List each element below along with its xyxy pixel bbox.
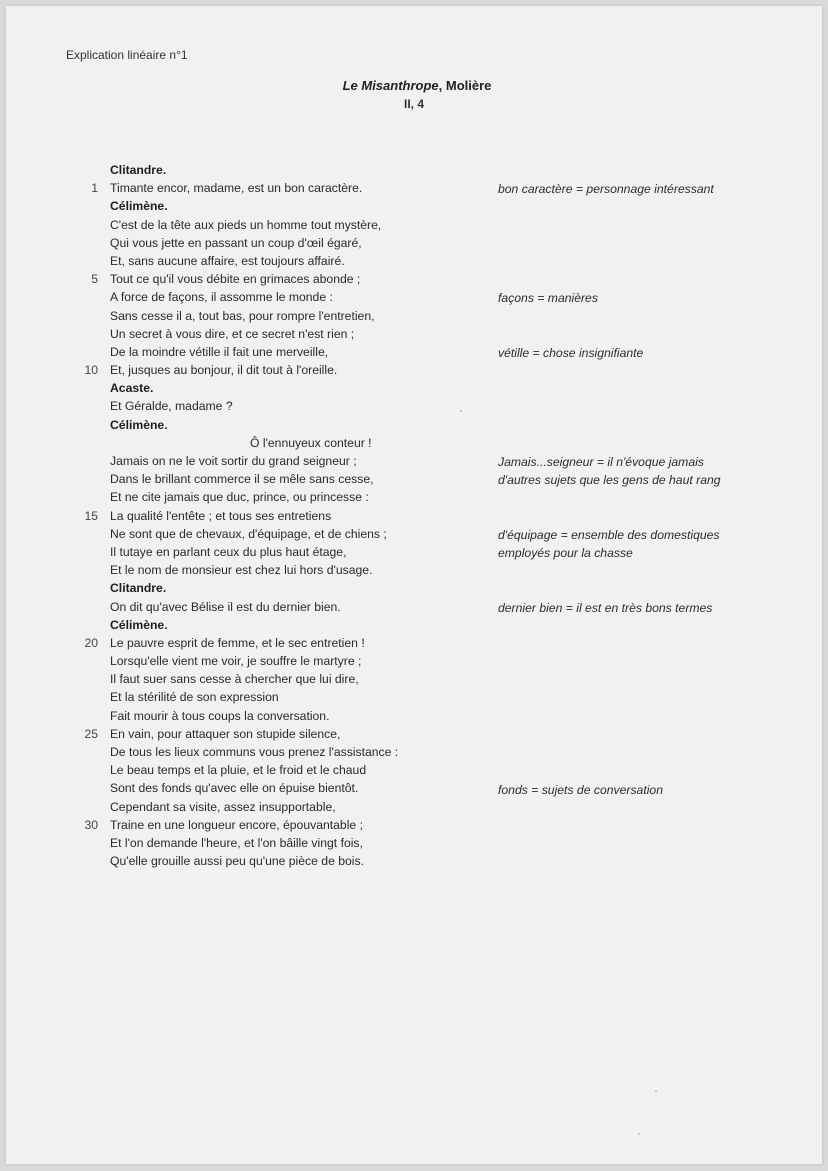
paper-speck [460, 410, 462, 412]
margin-note [498, 180, 758, 198]
scene-reference: II, 4 [403, 97, 424, 111]
verse-line [0, 743, 480, 761]
verse-line [0, 525, 480, 543]
speaker-name [0, 379, 480, 397]
margin-note-line: employés pour la chasse [498, 546, 633, 560]
speaker-name [0, 416, 480, 434]
play-title [0, 78, 828, 93]
speaker-name [0, 161, 480, 179]
line-text: Dans le brillant commerce il se mêle sans cesse, [110, 472, 374, 487]
verse-line [0, 179, 480, 197]
speaker-name [0, 197, 480, 215]
line-number: 30 [84, 817, 98, 832]
line-text: Qui vous jette en passant un coup d'œil égaré, [110, 235, 362, 250]
line-text: Jamais on ne le voit sortir du grand seigneur ; [110, 454, 357, 468]
line-text: Célimène. [110, 617, 168, 632]
verse-line [0, 325, 480, 343]
verse-line [0, 234, 480, 252]
line-text: Cependant sa visite, assez insupportable, [110, 799, 336, 814]
line-text: Et, sans aucune affaire, est toujours affairé. [110, 253, 345, 268]
verse-line [0, 707, 480, 725]
line-text: Lorsqu'elle vient me voir, je souffre le martyre ; [110, 654, 362, 669]
margin-note-line: bon caractère = personnage intéressant [498, 182, 714, 197]
margin-note-line: façons = manières [498, 291, 598, 306]
verse-line [0, 270, 480, 288]
verse-line [0, 816, 480, 834]
paper-speck [638, 1133, 640, 1135]
line-text: Fait mourir à tous coups la conversation. [110, 708, 330, 723]
line-text: Et ne cite jamais que duc, prince, ou princesse : [110, 490, 369, 505]
line-number: 25 [84, 726, 98, 741]
verse-line [0, 634, 480, 652]
verse-line [0, 725, 480, 743]
line-text: Acaste. [110, 381, 154, 396]
line-text: Clitandre. [110, 581, 167, 596]
verse-line [0, 761, 480, 779]
verse-line [0, 834, 480, 852]
line-text: Le beau temps et la pluie, et le froid et le chaud [110, 763, 367, 778]
line-number: 15 [84, 508, 98, 523]
margin-note [498, 344, 758, 362]
verse-line [0, 561, 480, 579]
line-text: De la moindre vétille il fait une merveille, [110, 344, 329, 359]
verse-line [0, 307, 480, 325]
verse-line [0, 543, 480, 561]
line-text: Et Géralde, madame ? [110, 399, 233, 414]
verse-line [0, 798, 480, 816]
line-number: 5 [91, 272, 98, 287]
title-block [0, 78, 828, 111]
line-text: Et la stérilité de son expression [110, 690, 279, 705]
verse-line [0, 779, 480, 797]
line-text: Et l'on demande l'heure, et l'on bâille vingt fois, [110, 835, 363, 850]
line-number: 1 [91, 181, 98, 196]
verse-line [0, 652, 480, 670]
line-text: Sont des fonds qu'avec elle on épuise bientôt. [110, 781, 359, 796]
line-text: Célimène. [110, 417, 168, 432]
verse-line [0, 470, 480, 488]
speaker-name [0, 579, 480, 597]
verse-line [0, 507, 480, 525]
line-text: La qualité l'entête ; et tous ses entretiens [110, 508, 332, 523]
verse-line [0, 688, 480, 706]
line-text: Sans cesse il a, tout bas, pour rompre l'entretien, [110, 308, 375, 323]
line-text: Traine en une longueur encore, épouvantable ; [110, 817, 363, 832]
play-excerpt [0, 161, 480, 870]
line-text: A force de façons, il assomme le monde : [110, 290, 333, 305]
line-text: Tout ce qu'il vous débite en grimaces abonde ; [110, 272, 361, 287]
verse-line [0, 343, 480, 361]
line-text: Ô l'ennuyeux conteur ! [250, 435, 372, 450]
line-text: Et, jusques au bonjour, il dit tout à l'oreille. [110, 363, 338, 378]
verse-line [0, 252, 480, 270]
verse-line [0, 852, 480, 870]
verse-line [0, 598, 480, 616]
play-author: , Molière [438, 78, 492, 93]
line-text: Il tutaye en parlant ceux du plus haut étage, [110, 544, 347, 559]
margin-note-line: d'équipage = ensemble des domestiques [498, 528, 720, 542]
margin-note [498, 526, 758, 562]
line-text: Célimène. [110, 199, 168, 214]
line-text: On dit qu'avec Bélise il est du dernier bien. [110, 599, 341, 614]
verse-line [0, 216, 480, 234]
line-number: 20 [84, 635, 98, 650]
margin-note-line: vétille = chose insignifiante [498, 346, 644, 360]
verse-line [0, 670, 480, 688]
margin-note-line: Jamais...seigneur = il n'évoque jamais [498, 455, 704, 470]
line-text: Le pauvre esprit de femme, et le sec entretien ! [110, 635, 365, 650]
paper-speck [655, 1090, 657, 1092]
verse-line [0, 361, 480, 379]
line-text: De tous les lieux communs vous prenez l'assistance : [110, 745, 399, 759]
margin-note [498, 599, 758, 617]
line-text: Et le nom de monsieur est chez lui hors d'usage. [110, 563, 373, 578]
line-text: Qu'elle grouille aussi peu qu'une pièce de bois. [110, 854, 364, 869]
verse-line [0, 397, 480, 415]
margin-note-line: d'autres sujets que les gens de haut rang [498, 473, 721, 488]
verse-line [0, 452, 480, 470]
margin-note [498, 453, 758, 489]
line-text: Un secret à vous dire, et ce secret n'est rien ; [110, 326, 355, 341]
margin-note [498, 289, 758, 307]
line-text: Il faut suer sans cesse à chercher que lui dire, [110, 672, 359, 687]
verse-line [0, 288, 480, 306]
verse-line [0, 488, 480, 506]
margin-note-line: fonds = sujets de conversation [498, 782, 663, 797]
speaker-name [0, 616, 480, 634]
play-work-title: Le Misanthrope [342, 78, 439, 93]
line-text: Clitandre. [110, 163, 167, 177]
line-text: C'est de la tête aux pieds un homme tout mystère, [110, 217, 382, 232]
margin-note-line: dernier bien = il est en très bons termes [498, 600, 713, 615]
line-text: Ne sont que de chevaux, d'équipage, et de chiens ; [110, 526, 387, 541]
margin-note [498, 781, 758, 799]
line-text: Timante encor, madame, est un bon caractère. [110, 181, 363, 196]
verse-line [0, 434, 480, 452]
line-number: 10 [84, 363, 98, 378]
document-header: Explication linéaire n°1 [66, 48, 188, 62]
line-text: En vain, pour attaquer son stupide silence, [110, 726, 341, 741]
